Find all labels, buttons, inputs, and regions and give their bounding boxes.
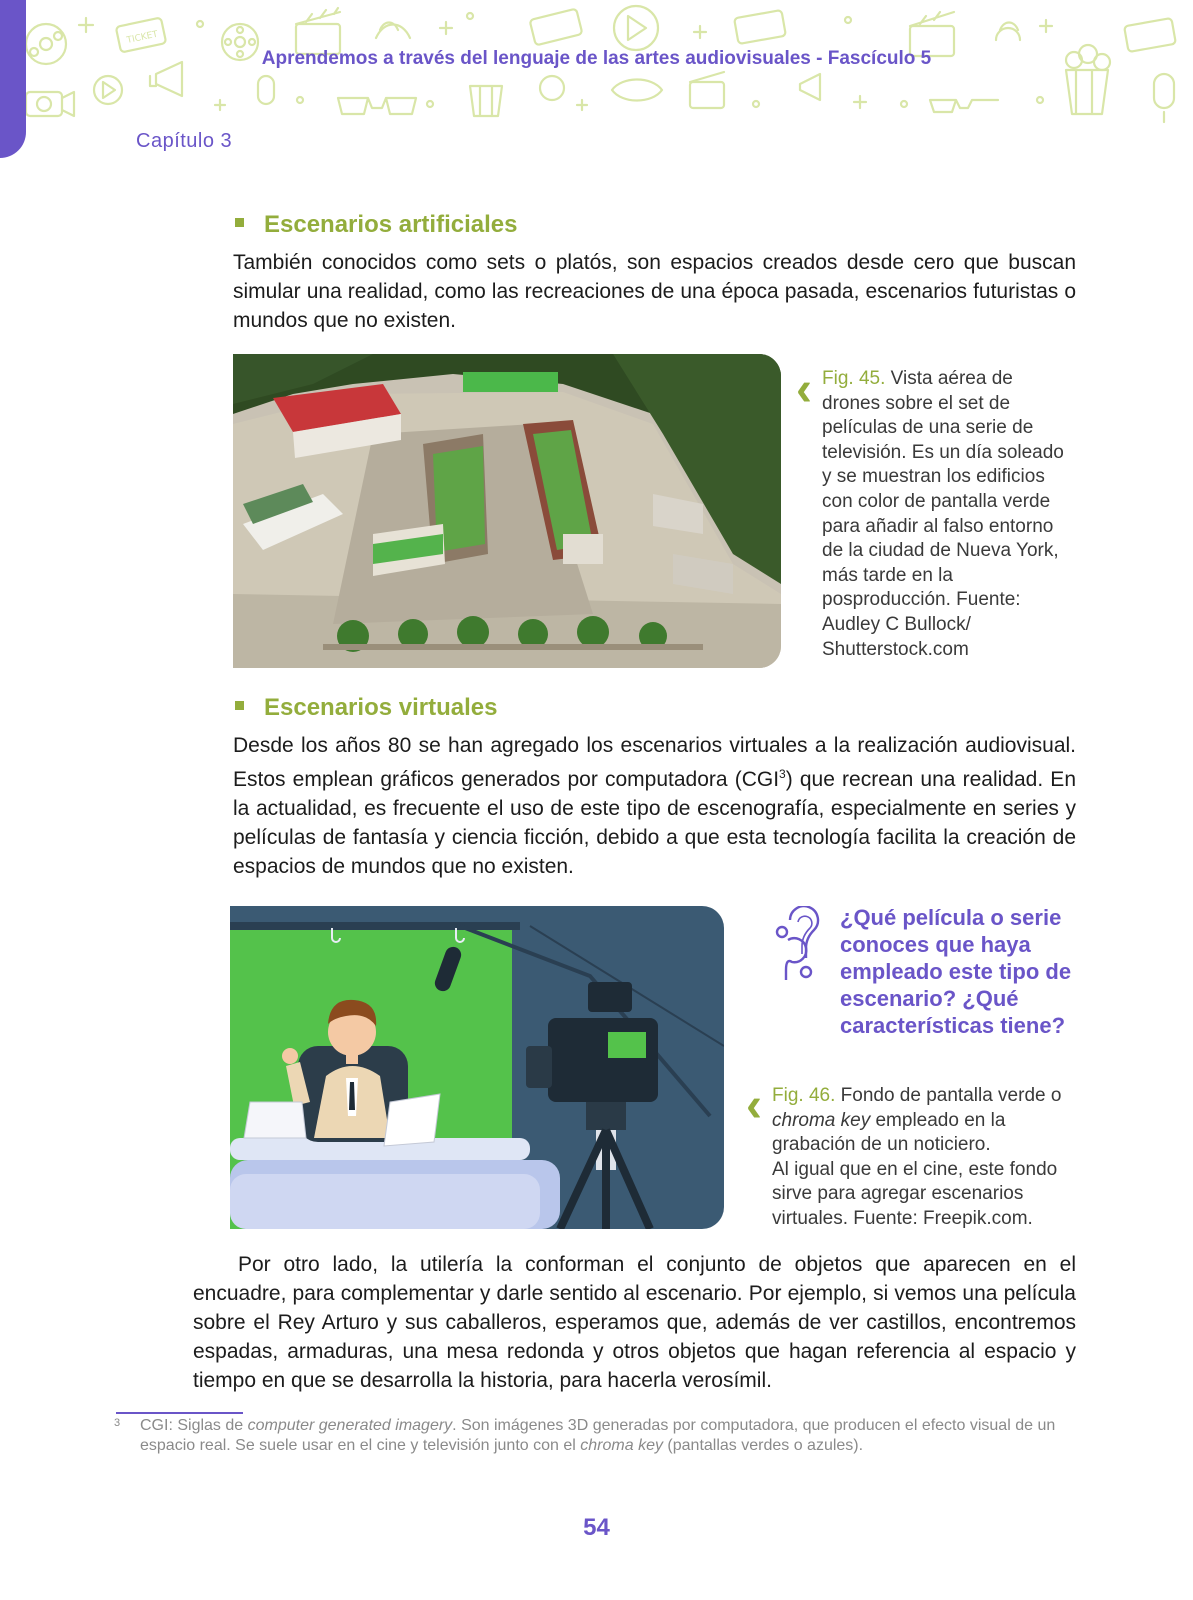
bullet-square-icon — [235, 218, 244, 227]
figure-46-caption — [772, 1084, 1092, 1232]
svg-text:TICKET: TICKET — [125, 29, 159, 46]
footnote-number: 3 — [114, 1417, 121, 1429]
figure-46-label: Fig. 46. — [772, 1085, 836, 1106]
aerial-set-illustration — [233, 354, 781, 668]
footnote-part1: CGI: Siglas de — [140, 1417, 248, 1434]
figure-45-caption — [822, 367, 1072, 662]
question-marks-icon — [768, 906, 830, 1003]
section-heading-virtual — [235, 694, 497, 722]
figure-45-aerial-film-set — [233, 354, 781, 668]
ticket-icon — [734, 10, 786, 44]
figure-46-caption-part2: empleado en la grabación de un noticiero. — [772, 1109, 1006, 1156]
footnote-part3: (pantallas verdes o azules). — [662, 1436, 864, 1454]
figure-46-caption-part1: Fondo de pantalla verde o — [835, 1085, 1062, 1106]
virtual-body-part1: Desde los años 80 se han agregado los escenarios virtuales a la realización audiovisual. Estos emplean gráficos generados por computadora (CGI — [233, 734, 1076, 791]
chevron-left-icon: ‹ — [796, 363, 812, 416]
chevron-left-icon: ‹ — [746, 1079, 762, 1132]
footnote — [114, 1416, 1084, 1455]
figure-46-caption-italic: chroma key — [772, 1109, 871, 1131]
virtual-body-part2: ) que recrean una realidad. En la actualidad, es frecuente el uso de este tipo de escenografía, especialmente en series y películas de fantasía y ciencia ficción, debido a que esta tecnología facilita la creación de espacios de mundos que no existen. — [233, 768, 1076, 878]
bullet-square-icon — [235, 701, 244, 710]
utileria-paragraph: Por otro lado, la utilería la conforman el conjunto de objetos que aparecen en el encuadre, para complementar y darle sentido al escenario. Por ejemplo, si vemos una película sobre el Rey Arturo y sus caballeros, esperamos que, además de ver castillos, encontremos espadas, armaduras, una mesa redonda y otros objetos que hagan referencia al espacio y tiempo en que se desarrolla la historia, para hacerla verosímil. — [193, 1253, 1076, 1392]
page-number: 54 — [583, 1514, 610, 1541]
section-heading-text: Escenarios artificiales — [264, 211, 518, 238]
ticket-icon — [530, 9, 583, 46]
figure-46-chroma-key-illustration — [230, 906, 724, 1229]
footnote-italic2: chroma key — [580, 1436, 663, 1454]
3d-glasses-icon — [338, 98, 998, 114]
section-heading-text: Escenarios virtuales — [264, 694, 498, 721]
footnote-divider — [116, 1412, 243, 1414]
section-artificial-body: También conocidos como sets o platós, son espacios creados desde cero que buscan simular una realidad, como las recreaciones de una época pasada, escenarios futuristas o mundos que no existen. — [233, 251, 1076, 332]
figure-45-label: Fig. 45. — [822, 368, 886, 389]
figure-46-caption-part3: Al igual que en el cine, este fondo sirve para agregar escenarios virtuales. Fuente: Freepik.com. — [772, 1158, 1058, 1229]
chapter-label: Capítulo 3 — [136, 130, 233, 152]
question-prompt: ¿Qué película o serie conoces que haya empleado este tipo de escenario? ¿Qué características tiene? — [840, 905, 1072, 1038]
section-heading-artificial — [235, 211, 517, 239]
newsroom-illustration — [230, 906, 724, 1229]
footnote-ref: 3 — [779, 767, 786, 781]
footnote-text — [140, 1416, 1084, 1455]
figure-45-caption-text: Vista aérea de drones sobre el set de películas de una serie de televisión. Es un día soleado y se muestran los edificios con color de pantalla verde para añadir al falso entorno de la ciudad de Nueva York, más tarde en la posproducción. Fuente: Audley C Bullock/ Shutterstock.com — [822, 368, 1064, 660]
footnote-part2: . Son imágenes 3D generadas por computadora, que producen el efecto visual de un espacio real. Se suele usar en el cine y televisión junto con el — [140, 1417, 1056, 1454]
camera-icon — [26, 92, 74, 116]
chapter-side-tab — [0, 0, 26, 158]
fascicle-title: Aprendemos a través del lenguaje de las artes audiovisuales - Fascículo 5 — [261, 48, 932, 69]
footnote-italic1: computer generated imagery — [247, 1417, 453, 1434]
clapperboard-icon — [690, 72, 724, 108]
section-virtual-body — [233, 731, 1076, 881]
ticket-icon — [1124, 18, 1176, 52]
